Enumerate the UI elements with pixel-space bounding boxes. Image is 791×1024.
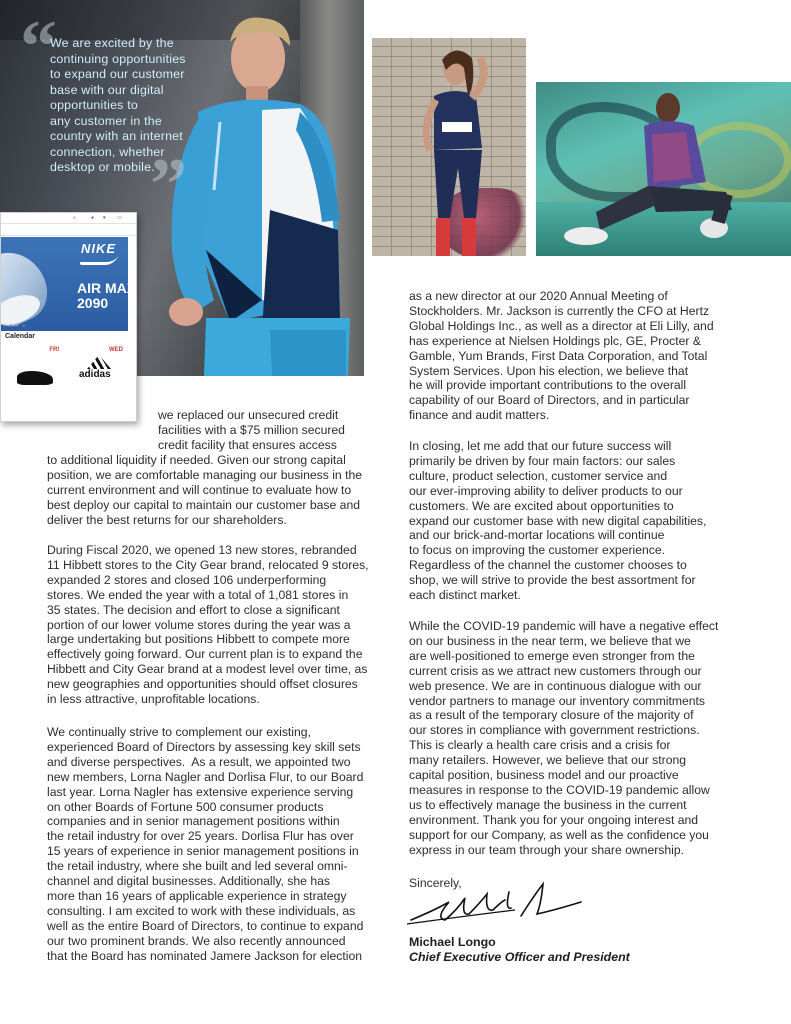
photo-woman-brick-wall	[372, 38, 526, 256]
man-figure	[536, 82, 791, 256]
right-paragraph-1: as a new director at our 2020 Annual Meeting of Stockholders. Mr. Jackson is currently the CFO at Hertz Global Holdings Inc., as well as a director at Eli Lilly, and has experience at Nielsen Holdings plc, GE, Procter & Gamble, Yum Brands, First Data Corporation, and Total System Services. Upon his election, we believe that he will provide important contributions to the overall capability of our Board of Directors, and in particular finance and audit matters.	[409, 289, 714, 423]
left-paragraph-3: We continually strive to complement our existing, experienced Board of Directors by assessing key skill sets and diverse perspectives. As a result, we appointed two new members, Lorna Nagler and Dorlisa Flur, to our Board last year. Lorna Nagler has extensive experience serving on other Boards of Fortune 500 consumer products companies and in senior management positions within the retail industry for over 25 years. Dorlisa Flur has over 15 years of experience in senior management positions in the retail industry, where she built and led several omni- channel and digital businesses. Additionally, she has more than 16 years of applicable experience in strategy consulting. I am excited to work with these individuals, as well as the entire Board of Directors, to continue to expand our two prominent brands. We also recently announced that the Board has nominated Jamere Jackson for election	[47, 725, 364, 963]
tablet-mockup	[0, 212, 137, 422]
product-card	[67, 345, 129, 415]
close-quote-icon: ”	[150, 144, 187, 226]
cart-icon: ▭	[117, 215, 122, 221]
signer-name: Michael Longo	[409, 935, 496, 949]
location-icon: ▾	[103, 215, 106, 221]
left-paragraph-2: During Fiscal 2020, we opened 13 new stores, rebranded 11 Hibbett stores to the City Gear brand, relocated 9 stores, expanded 2 stores and closed 106 underperforming stores. We ended the year with a total of 1,081 stores in 35 states. The decision and effort to close a significant portion of our lower volume stores during the year was a large undertaking but positions Hibbett to compete more effectively going forward. Our current plan is to expand the Hibbett and City Gear brand at a modest level over time, as new geographies and opportunities should offset closures in less attractive, unprofitable locations.	[47, 543, 369, 707]
swoosh-logo	[79, 255, 119, 265]
closing-salutation: Sincerely,	[409, 876, 462, 890]
signer-title: Chief Executive Officer and President	[409, 950, 630, 964]
right-paragraph-2: In closing, let me add that our future success will primarily be driven by four main factors: our sales culture, product selection, customer service and our ever-improving ability to deliver products to our customers. We are excited about opportunities to expand our customer base with new digital capabilities, and our brick-and-mortar locations will continue to focus on improving the customer experience. Regardless of the channel the customer chooses to shop, we will strive to provide the best assortment for each distinct market.	[409, 439, 707, 603]
banner-brand: NIKE	[81, 241, 117, 256]
adidas-wordmark: adidas	[79, 369, 111, 380]
right-paragraph-3: While the COVID-19 pandemic will have a negative effect on our business in the near term, we believe that we are well-positioned to emerge even stronger from the current crisis as we attract new customers through our web presence. We are in continuous dialogue with our vendor partners to manage our inventory commitments as a result of the temporary closure of the majority of our stores in compliance with government restrictions. This is clearly a health care crisis and a crisis for many retailers. However, we believe that our strong capital position, business model and our proactive measures in response to the COVID-19 pandemic allow us to effectively manage the business in the current environment. Thank you for your ongoing interest and support for our Company, as well as the confidence you express in our team through your share ownership.	[409, 619, 719, 857]
left-paragraph-1b: to additional liquidity if needed. Given our strong capital position, we are comfortable managing our business in the current environment and will continue to evaluate how to best deploy our capital to maintain our customer base and deliver the best returns for our shareholders.	[47, 453, 363, 527]
adidas-logo	[87, 355, 111, 369]
search-icon: ⌕	[73, 215, 76, 221]
woman-figure	[372, 38, 526, 256]
pull-quote: We are excited by the continuing opportunities to expand our customer base with our digital opportunities to any customer in the country with an internet connection, whether desktop or mobile.	[50, 36, 186, 174]
left-paragraph-1a: we replaced our unsecured credit facilities with a $75 million secured credit facility that ensures access	[158, 408, 345, 452]
nike-banner	[1, 237, 137, 331]
carousel-dots: ● ● ● ●	[3, 323, 27, 329]
banner-model: AIR MAX 2090	[77, 280, 137, 311]
handwritten-signature	[405, 880, 595, 930]
release-day: WED	[109, 347, 123, 353]
product-card	[3, 345, 65, 415]
photo-man-graffiti	[536, 82, 791, 256]
calendar-heading: Calendar	[5, 333, 35, 340]
open-quote-icon: “	[20, 6, 57, 88]
account-icon: ●	[91, 215, 95, 221]
release-day: FRI	[49, 347, 59, 353]
tablet-subbar	[1, 224, 136, 236]
tablet-topbar	[1, 213, 136, 224]
sneaker-image	[17, 371, 53, 385]
